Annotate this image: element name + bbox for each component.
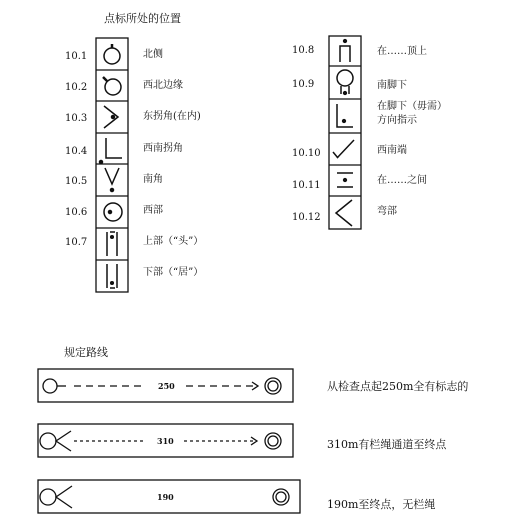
item-number: 10.11 [292,180,321,191]
item-label: 弯部 [377,206,397,217]
item-number: 10.10 [292,148,321,159]
item-label-line2: 方向指示 [377,115,417,126]
item-label: 南角 [143,174,163,185]
item-label: 西南端 [377,145,407,156]
item-label: 下部（“居”） [143,267,204,278]
item-label: 在……之间 [377,175,427,186]
item-label: 上部（“头”） [143,236,204,247]
route-description: 从检查点起250m全有标志的 [327,380,469,393]
item-label: 南脚下 [377,80,407,91]
item-label: 西南拐角 [143,143,183,154]
item-number: 10.5 [65,176,88,187]
item-number: 10.3 [65,113,88,124]
route-description: 190m至终点，无栏绳 [327,498,436,511]
item-label: 北侧 [143,49,163,60]
route-distance: 310 [157,436,174,446]
item-number: 10.1 [65,51,88,62]
route-distance: 190 [157,492,174,502]
item-number: 10.4 [65,146,88,157]
item-number: 10.2 [65,82,88,93]
item-label: 西部 [143,205,163,216]
item-number: 10.8 [292,45,315,56]
section-title: 点标所处的位置 [104,12,181,25]
route-title: 规定路线 [64,346,108,359]
item-label: 东拐角(在内) [143,111,201,122]
item-label: 西北边缘 [143,80,183,91]
item-number: 10.7 [65,237,88,248]
item-label: 在……顶上 [377,46,427,57]
item-label-line1: 在脚下（毋需） [377,101,447,112]
item-number: 10.9 [292,79,315,90]
item-number: 10.6 [65,207,88,218]
item-number: 10.12 [292,212,321,223]
route-distance: 250 [158,381,175,391]
route-description: 310m有栏绳通道至终点 [327,438,447,451]
